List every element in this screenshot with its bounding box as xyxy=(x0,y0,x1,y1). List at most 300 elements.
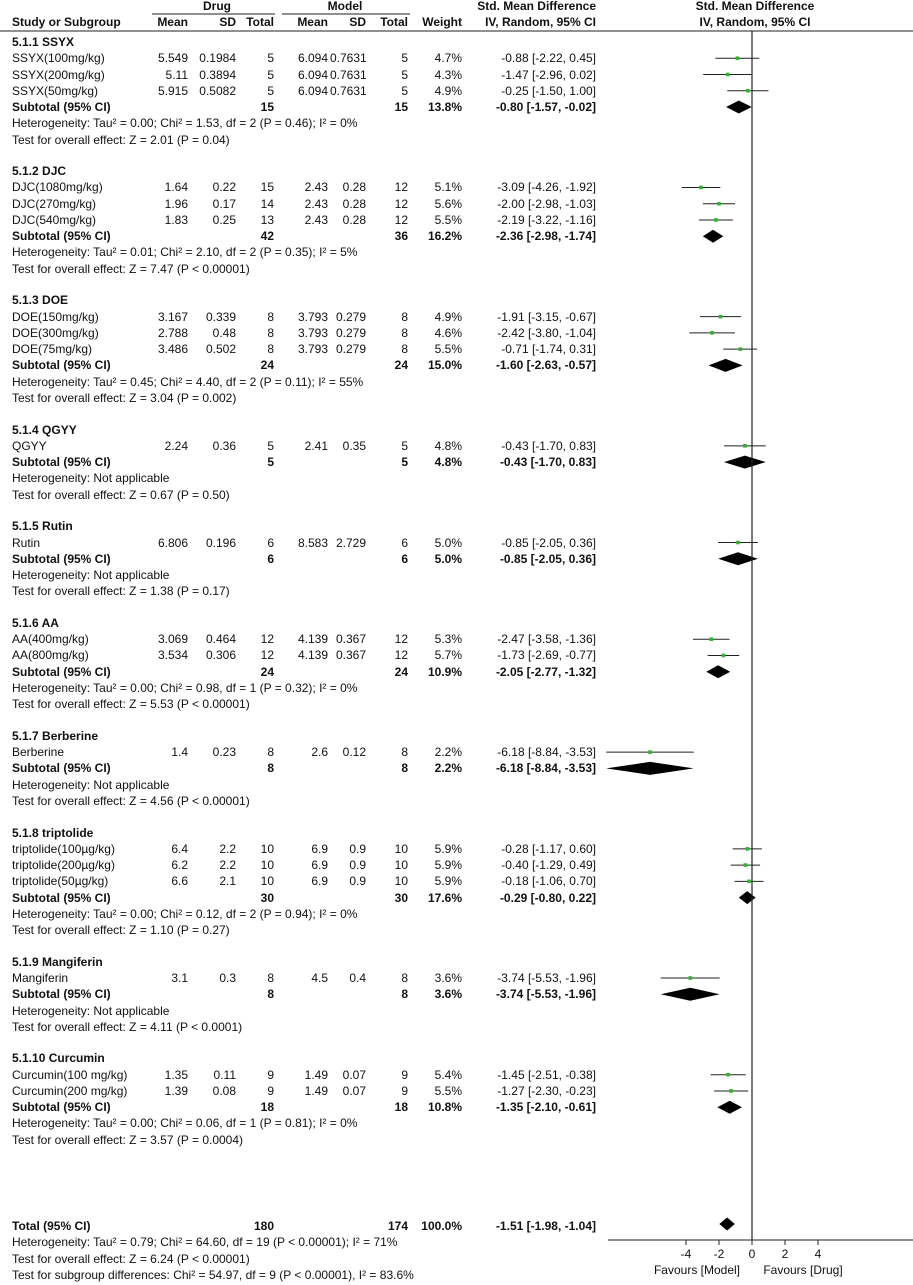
weight: 4.7% xyxy=(434,51,462,66)
drug-mean: 3.167 xyxy=(157,309,188,324)
weight: 4.3% xyxy=(434,67,462,82)
study-label: triptolide(200µg/kg) xyxy=(12,858,115,873)
weight: 10.8% xyxy=(427,1100,462,1115)
drug-total: 10 xyxy=(260,841,274,856)
subgroup-title: 5.1.10 Curcumin xyxy=(12,1051,105,1066)
drug-total: 5 xyxy=(267,455,274,470)
drug-sd: 0.48 xyxy=(212,325,236,340)
drug-sd: 0.196 xyxy=(205,535,236,550)
drug-sd: 0.22 xyxy=(212,180,236,195)
effect-ci: -0.28 [-1.17, 0.60] xyxy=(501,841,596,856)
model-mean: 6.9 xyxy=(311,841,328,856)
model-mean: 2.43 xyxy=(304,196,328,211)
model-mean: 2.6 xyxy=(311,745,328,760)
effect-ci: -0.85 [-2.05, 0.36] xyxy=(499,551,596,566)
footer-statistic: Heterogeneity: Tau² = 0.79; Chi² = 64.60, df = 19 (P < 0.00001); I² = 71% xyxy=(12,1235,398,1250)
drug-total: 180 xyxy=(253,1219,274,1233)
effect-ci: -6.18 [-8.84, -3.53] xyxy=(495,761,596,776)
effect-ci: -1.47 [-2.96, 0.02] xyxy=(501,67,596,82)
study-label: Mangiferin xyxy=(12,971,69,985)
model-sd: 0.279 xyxy=(335,342,366,357)
model-sd: 0.7631 xyxy=(330,67,367,82)
point-estimate xyxy=(648,750,652,754)
point-estimate xyxy=(738,347,742,351)
point-estimate xyxy=(746,847,750,851)
weight: 5.9% xyxy=(434,841,462,856)
model-mean: 6.9 xyxy=(311,858,328,873)
model-mean: 1.49 xyxy=(304,1083,328,1098)
subtotal-diamond xyxy=(706,665,730,678)
subgroup-title: 5.1.7 Berberine xyxy=(12,728,99,743)
weight: 5.5% xyxy=(434,212,462,227)
model-total: 12 xyxy=(394,632,408,647)
x-tick-label: 0 xyxy=(748,1247,756,1261)
footer-statistic: Test for overall effect: Z = 6.24 (P < 0.00001) xyxy=(12,1251,250,1266)
subgroup-title: 5.1.8 triptolide xyxy=(12,825,94,840)
subtotal-diamond xyxy=(717,1101,742,1114)
drug-sd: 2.1 xyxy=(219,874,236,889)
drug-total: 10 xyxy=(260,874,274,889)
model-total: 6 xyxy=(401,535,408,550)
model-mean: 6.094 xyxy=(297,67,328,82)
subtotal-label: Subtotal (95% CI) xyxy=(12,358,111,373)
drug-sd: 0.23 xyxy=(212,745,236,760)
model-sd: 0.28 xyxy=(342,180,366,195)
drug-sd: 0.5082 xyxy=(199,83,236,98)
drug-sd: 0.08 xyxy=(212,1083,236,1098)
model-total: 12 xyxy=(394,648,408,663)
subgroup-title: 5.1.3 DOE xyxy=(12,293,69,308)
study-label: AA(400mg/kg) xyxy=(12,632,89,647)
weight: 5.0% xyxy=(434,551,462,566)
subtotal-label: Subtotal (95% CI) xyxy=(12,551,111,566)
overall-effect-test: Test for overall effect: Z = 2.01 (P = 0.04) xyxy=(12,132,230,147)
weight: 16.2% xyxy=(427,229,462,244)
model-total: 8 xyxy=(401,309,408,324)
drug-sd: 0.3894 xyxy=(199,67,236,82)
model-mean: 4.139 xyxy=(297,632,328,647)
drug-mean: 2.788 xyxy=(157,325,188,340)
point-estimate xyxy=(736,541,740,545)
effect-ci: -1.60 [-2.63, -0.57] xyxy=(495,358,596,373)
weight: 4.8% xyxy=(434,438,462,453)
heterogeneity: Heterogeneity: Not applicable xyxy=(12,568,170,582)
subgroup-title: 5.1.2 DJC xyxy=(12,164,67,179)
weight: 5.5% xyxy=(434,342,462,357)
point-estimate xyxy=(714,218,718,222)
heterogeneity: Heterogeneity: Not applicable xyxy=(12,1003,170,1018)
drug-mean: 5.11 xyxy=(165,67,188,82)
heterogeneity: Heterogeneity: Tau² = 0.00; Chi² = 0.98, df = 1 (P = 0.32); I² = 0% xyxy=(12,680,358,695)
subtotal-label: Subtotal (95% CI) xyxy=(12,1100,111,1115)
drug-sd: 0.464 xyxy=(205,632,236,647)
point-estimate xyxy=(743,444,747,448)
effect-ci: -0.43 [-1.70, 0.83] xyxy=(501,438,596,453)
drug-total: 9 xyxy=(267,1083,274,1098)
drug-total: 5 xyxy=(267,51,274,66)
point-estimate xyxy=(744,863,748,867)
overall-effect-test: Test for overall effect: Z = 1.10 (P = 0.27) xyxy=(12,923,230,938)
drug-total: 8 xyxy=(267,761,274,776)
model-mean: 3.793 xyxy=(297,342,328,357)
subtotal-diamond xyxy=(606,762,694,775)
model-total: 8 xyxy=(401,971,408,985)
weight: 5.7% xyxy=(434,648,462,663)
study-label: triptolide(100µg/kg) xyxy=(12,841,115,856)
point-estimate xyxy=(709,637,713,641)
heterogeneity: Heterogeneity: Tau² = 0.01; Chi² = 2.10, df = 2 (P = 0.35); I² = 5% xyxy=(12,245,358,260)
model-total: 174 xyxy=(387,1219,408,1233)
drug-mean: 1.96 xyxy=(164,196,188,211)
study-label: DOE(150mg/kg) xyxy=(12,309,99,324)
drug-total: 8 xyxy=(267,745,274,760)
drug-total: 6 xyxy=(267,551,274,566)
drug-total: 8 xyxy=(267,325,274,340)
drug-total: 5 xyxy=(267,438,274,453)
model-total: 12 xyxy=(394,212,408,227)
model-mean: 2.43 xyxy=(304,180,328,195)
point-estimate xyxy=(719,315,723,319)
model-total: 5 xyxy=(401,455,408,470)
header-drug-mean: Mean xyxy=(157,15,188,29)
weight: 5.3% xyxy=(434,632,462,647)
study-label: DJC(540mg/kg) xyxy=(12,212,97,227)
study-label: DJC(270mg/kg) xyxy=(12,196,97,211)
drug-sd: 0.3 xyxy=(219,971,236,985)
point-estimate xyxy=(736,56,740,60)
model-sd: 0.07 xyxy=(342,1083,366,1098)
drug-total: 8 xyxy=(267,342,274,357)
model-total: 15 xyxy=(394,100,408,114)
model-mean: 2.41 xyxy=(304,438,328,453)
model-sd: 0.28 xyxy=(342,196,366,211)
drug-mean: 2.24 xyxy=(164,438,188,453)
model-total: 30 xyxy=(394,890,408,905)
header-drug-sd: SD xyxy=(219,15,236,29)
heterogeneity: Heterogeneity: Tau² = 0.00; Chi² = 0.06, df = 1 (P = 0.81); I² = 0% xyxy=(12,1116,358,1131)
drug-total: 14 xyxy=(260,196,274,211)
header-plot-title: Std. Mean Difference xyxy=(695,0,815,13)
weight: 5.0% xyxy=(434,535,462,550)
weight: 5.9% xyxy=(434,874,462,889)
model-total: 8 xyxy=(401,325,408,340)
effect-ci: -1.27 [-2.30, -0.23] xyxy=(497,1083,596,1098)
overall-effect-test: Test for overall effect: Z = 4.11 (P < 0.0001) xyxy=(12,1019,243,1034)
model-total: 8 xyxy=(401,745,408,760)
point-estimate xyxy=(746,89,750,93)
weight: 5.9% xyxy=(434,858,462,873)
model-mean: 1.49 xyxy=(304,1067,328,1082)
effect-ci: -0.18 [-1.06, 0.70] xyxy=(501,874,596,889)
x-tick-label: 4 xyxy=(814,1247,822,1261)
effect-ci: -0.40 [-1.29, 0.49] xyxy=(501,858,596,873)
model-sd: 0.7631 xyxy=(330,51,367,66)
study-label: Curcumin(100 mg/kg) xyxy=(12,1067,128,1082)
weight: 5.1% xyxy=(434,180,462,195)
study-label: SSYX(200mg/kg) xyxy=(12,67,105,82)
subtotal-label: Subtotal (95% CI) xyxy=(12,987,111,1002)
subtotal-label: Subtotal (95% CI) xyxy=(12,100,111,114)
drug-total: 8 xyxy=(267,971,274,985)
effect-ci: -1.91 [-3.15, -0.67] xyxy=(497,309,596,324)
study-label: Curcumin(200 mg/kg) xyxy=(12,1083,128,1098)
drug-mean: 3.534 xyxy=(157,648,188,663)
subtotal-label: Subtotal (95% CI) xyxy=(12,761,111,776)
drug-total: 18 xyxy=(260,1100,274,1115)
subgroup-title: 5.1.9 Mangiferin xyxy=(12,954,103,969)
heterogeneity: Heterogeneity: Tau² = 0.00; Chi² = 0.12, df = 2 (P = 0.94); I² = 0% xyxy=(12,906,358,921)
header-model-sd: SD xyxy=(349,15,366,29)
favours-model-label: Favours [Model] xyxy=(653,1263,741,1277)
drug-total: 15 xyxy=(260,100,274,114)
model-mean: 6.9 xyxy=(311,874,328,889)
study-label: QGYY xyxy=(12,438,47,453)
effect-ci: -2.05 [-2.77, -1.32] xyxy=(495,664,596,679)
subtotal-label: Subtotal (95% CI) xyxy=(12,229,111,244)
model-total: 5 xyxy=(401,67,408,82)
model-total: 10 xyxy=(394,858,408,873)
model-sd: 0.9 xyxy=(349,841,366,856)
effect-ci: -2.47 [-3.58, -1.36] xyxy=(497,632,596,647)
weight: 13.8% xyxy=(427,100,462,114)
drug-sd: 2.2 xyxy=(219,841,236,856)
model-total: 8 xyxy=(401,987,408,1002)
drug-total: 6 xyxy=(267,535,274,550)
model-sd: 0.12 xyxy=(342,745,366,760)
weight: 5.5% xyxy=(434,1083,462,1098)
drug-mean: 1.39 xyxy=(164,1083,188,1098)
weight: 4.9% xyxy=(434,309,462,324)
effect-ci: -1.73 [-2.69, -0.77] xyxy=(497,648,596,663)
model-sd: 0.9 xyxy=(349,858,366,873)
drug-total: 24 xyxy=(260,664,274,679)
study-label: Berberine xyxy=(12,745,65,760)
subgroup-title: 5.1.6 AA xyxy=(12,615,59,630)
effect-ci: -2.36 [-2.98, -1.74] xyxy=(495,229,596,244)
effect-ci: -0.29 [-0.80, 0.22] xyxy=(499,890,596,905)
x-tick-label: -2 xyxy=(713,1247,725,1261)
drug-total: 30 xyxy=(260,890,274,905)
header-drug-total: Total xyxy=(246,15,274,29)
overall-effect-test: Test for overall effect: Z = 0.67 (P = 0.50) xyxy=(12,487,230,502)
point-estimate xyxy=(699,186,703,190)
header-weight: Weight xyxy=(422,15,462,29)
point-estimate xyxy=(726,1073,730,1077)
model-sd: 0.279 xyxy=(335,325,366,340)
model-total: 9 xyxy=(401,1083,408,1098)
effect-ci: -6.18 [-8.84, -3.53] xyxy=(497,745,596,760)
drug-mean: 1.83 xyxy=(164,212,188,227)
heterogeneity: Heterogeneity: Tau² = 0.45; Chi² = 4.40, df = 2 (P = 0.11); I² = 55% xyxy=(12,374,364,389)
weight: 4.9% xyxy=(434,83,462,98)
study-label: SSYX(100mg/kg) xyxy=(12,51,105,66)
model-total: 10 xyxy=(394,874,408,889)
weight: 4.6% xyxy=(434,325,462,340)
model-total: 10 xyxy=(394,841,408,856)
header-model-total: Total xyxy=(380,15,408,29)
subtotal-diamond xyxy=(661,988,720,1001)
subtotal-diamond xyxy=(709,359,743,372)
subtotal-diamond xyxy=(726,101,752,114)
subgroup-title: 5.1.5 Rutin xyxy=(12,519,73,534)
overall-effect-test: Test for overall effect: Z = 5.53 (P < 0.00001) xyxy=(12,697,250,712)
drug-total: 13 xyxy=(260,212,274,227)
subgroup-title: 5.1.1 SSYX xyxy=(12,35,75,49)
subtotal-label: Subtotal (95% CI) xyxy=(12,890,111,905)
drug-total: 15 xyxy=(260,180,274,195)
effect-ci: -0.85 [-2.05, 0.36] xyxy=(501,535,596,550)
weight: 4.8% xyxy=(434,455,462,470)
model-sd: 0.07 xyxy=(342,1067,366,1082)
header-plot-method: IV, Random, 95% CI xyxy=(699,15,811,29)
effect-ci: -1.51 [-1.98, -1.04] xyxy=(495,1219,596,1233)
drug-total: 8 xyxy=(267,309,274,324)
model-mean: 2.43 xyxy=(304,212,328,227)
point-estimate xyxy=(747,880,751,884)
effect-ci: -3.74 [-5.53, -1.96] xyxy=(497,971,596,985)
weight: 100.0% xyxy=(421,1219,462,1233)
drug-total: 42 xyxy=(260,229,274,244)
study-label: DJC(1080mg/kg) xyxy=(12,180,103,195)
overall-effect-test: Test for overall effect: Z = 1.38 (P = 0.17) xyxy=(12,584,230,599)
header-drug: Drug xyxy=(203,0,231,13)
subtotal-diamond xyxy=(703,230,723,243)
effect-ci: -0.71 [-1.74, 0.31] xyxy=(501,342,596,357)
overall-effect-test: Test for overall effect: Z = 7.47 (P < 0.00001) xyxy=(12,261,250,276)
model-sd: 0.279 xyxy=(335,309,366,324)
drug-sd: 0.339 xyxy=(205,309,236,324)
study-label: Rutin xyxy=(12,535,41,550)
drug-mean: 1.35 xyxy=(164,1067,188,1082)
drug-total: 9 xyxy=(267,1067,274,1082)
weight: 10.9% xyxy=(427,664,462,679)
heterogeneity: Heterogeneity: Not applicable xyxy=(12,471,170,486)
study-label: DOE(300mg/kg) xyxy=(12,325,99,340)
point-estimate xyxy=(726,73,730,77)
model-sd: 2.729 xyxy=(335,535,366,550)
drug-total: 5 xyxy=(267,67,274,82)
total-diamond xyxy=(719,1218,735,1231)
drug-mean: 6.2 xyxy=(171,858,188,873)
model-total: 8 xyxy=(401,342,408,357)
weight: 3.6% xyxy=(434,987,462,1002)
model-sd: 0.35 xyxy=(342,438,366,453)
header-effect-method: IV, Random, 95% CI xyxy=(485,15,596,29)
overall-effect-test: Test for overall effect: Z = 3.57 (P = 0.0004) xyxy=(12,1132,244,1147)
weight: 5.6% xyxy=(434,196,462,211)
drug-sd: 0.306 xyxy=(205,648,236,663)
model-mean: 4.5 xyxy=(311,971,328,985)
model-sd: 0.9 xyxy=(349,874,366,889)
drug-mean: 6.806 xyxy=(157,535,188,550)
drug-sd: 0.11 xyxy=(213,1067,236,1082)
weight: 15.0% xyxy=(427,358,462,373)
drug-sd: 2.2 xyxy=(219,858,236,873)
model-total: 6 xyxy=(401,551,408,566)
x-tick-label: 2 xyxy=(781,1247,789,1261)
effect-ci: -1.35 [-2.10, -0.61] xyxy=(495,1100,596,1115)
model-total: 12 xyxy=(394,180,408,195)
favours-drug-label: Favours [Drug] xyxy=(763,1263,843,1277)
drug-total: 24 xyxy=(260,358,274,373)
study-label: SSYX(50mg/kg) xyxy=(12,83,99,98)
effect-ci: -0.88 [-2.22, 0.45] xyxy=(501,51,596,66)
drug-mean: 3.1 xyxy=(171,971,188,985)
effect-ci: -2.42 [-3.80, -1.04] xyxy=(497,325,596,340)
header-study: Study or Subgroup xyxy=(12,15,121,29)
model-total: 24 xyxy=(394,664,408,679)
model-mean: 3.793 xyxy=(297,325,328,340)
model-mean: 3.793 xyxy=(297,309,328,324)
heterogeneity: Heterogeneity: Tau² = 0.00; Chi² = 1.53, df = 2 (P = 0.46); I² = 0% xyxy=(12,116,358,131)
subtotal-label: Subtotal (95% CI) xyxy=(12,455,111,470)
model-sd: 0.367 xyxy=(335,648,366,663)
study-label: DOE(75mg/kg) xyxy=(12,342,93,357)
drug-sd: 0.36 xyxy=(212,438,236,453)
effect-ci: -0.43 [-1.70, 0.83] xyxy=(499,455,596,470)
weight: 17.6% xyxy=(427,890,462,905)
drug-mean: 6.6 xyxy=(171,874,188,889)
drug-total: 10 xyxy=(260,858,274,873)
drug-total: 5 xyxy=(267,83,274,98)
point-estimate xyxy=(729,1089,733,1093)
drug-sd: 0.502 xyxy=(205,342,236,357)
subtotal-label: Subtotal (95% CI) xyxy=(12,664,111,679)
study-label: AA(800mg/kg) xyxy=(12,648,89,663)
overall-effect-test: Test for overall effect: Z = 4.56 (P < 0.00001) xyxy=(12,793,250,808)
model-total: 9 xyxy=(401,1067,408,1082)
weight: 3.6% xyxy=(434,971,462,985)
total-label: Total (95% CI) xyxy=(12,1219,91,1233)
model-sd: 0.28 xyxy=(342,212,366,227)
point-estimate xyxy=(722,654,726,658)
subgroup-title: 5.1.4 QGYY xyxy=(12,422,77,437)
drug-mean: 6.4 xyxy=(171,841,188,856)
model-total: 12 xyxy=(394,196,408,211)
model-total: 8 xyxy=(401,761,408,776)
overall-effect-test: Test for overall effect: Z = 3.04 (P = 0.002) xyxy=(12,390,237,405)
model-mean: 4.139 xyxy=(297,648,328,663)
model-sd: 0.7631 xyxy=(330,83,367,98)
study-label: triptolide(50µg/kg) xyxy=(12,874,109,889)
model-total: 5 xyxy=(401,83,408,98)
point-estimate xyxy=(710,331,714,335)
effect-ci: -1.45 [-2.51, -0.38] xyxy=(497,1067,596,1082)
drug-mean: 5.549 xyxy=(157,51,188,66)
drug-sd: 0.1984 xyxy=(199,51,236,66)
model-total: 5 xyxy=(401,438,408,453)
model-total: 5 xyxy=(401,51,408,66)
drug-total: 12 xyxy=(260,632,274,647)
model-total: 36 xyxy=(394,229,408,244)
model-mean: 8.583 xyxy=(297,535,328,550)
drug-total: 8 xyxy=(267,987,274,1002)
point-estimate xyxy=(688,976,692,980)
subtotal-diamond xyxy=(739,891,756,904)
model-mean: 6.094 xyxy=(297,83,328,98)
model-total: 24 xyxy=(394,358,408,373)
x-tick-label: -4 xyxy=(680,1247,692,1261)
effect-ci: -3.74 [-5.53, -1.96] xyxy=(495,987,596,1002)
point-estimate xyxy=(717,202,721,206)
drug-sd: 0.25 xyxy=(212,212,236,227)
weight: 5.4% xyxy=(434,1067,462,1082)
subtotal-diamond xyxy=(724,456,766,469)
model-sd: 0.367 xyxy=(335,632,366,647)
drug-mean: 5.915 xyxy=(157,83,188,98)
drug-mean: 1.64 xyxy=(164,180,188,195)
footer-statistic: Test for subgroup differences: Chi² = 54.97, df = 9 (P < 0.00001), I² = 83.6% xyxy=(12,1267,414,1282)
